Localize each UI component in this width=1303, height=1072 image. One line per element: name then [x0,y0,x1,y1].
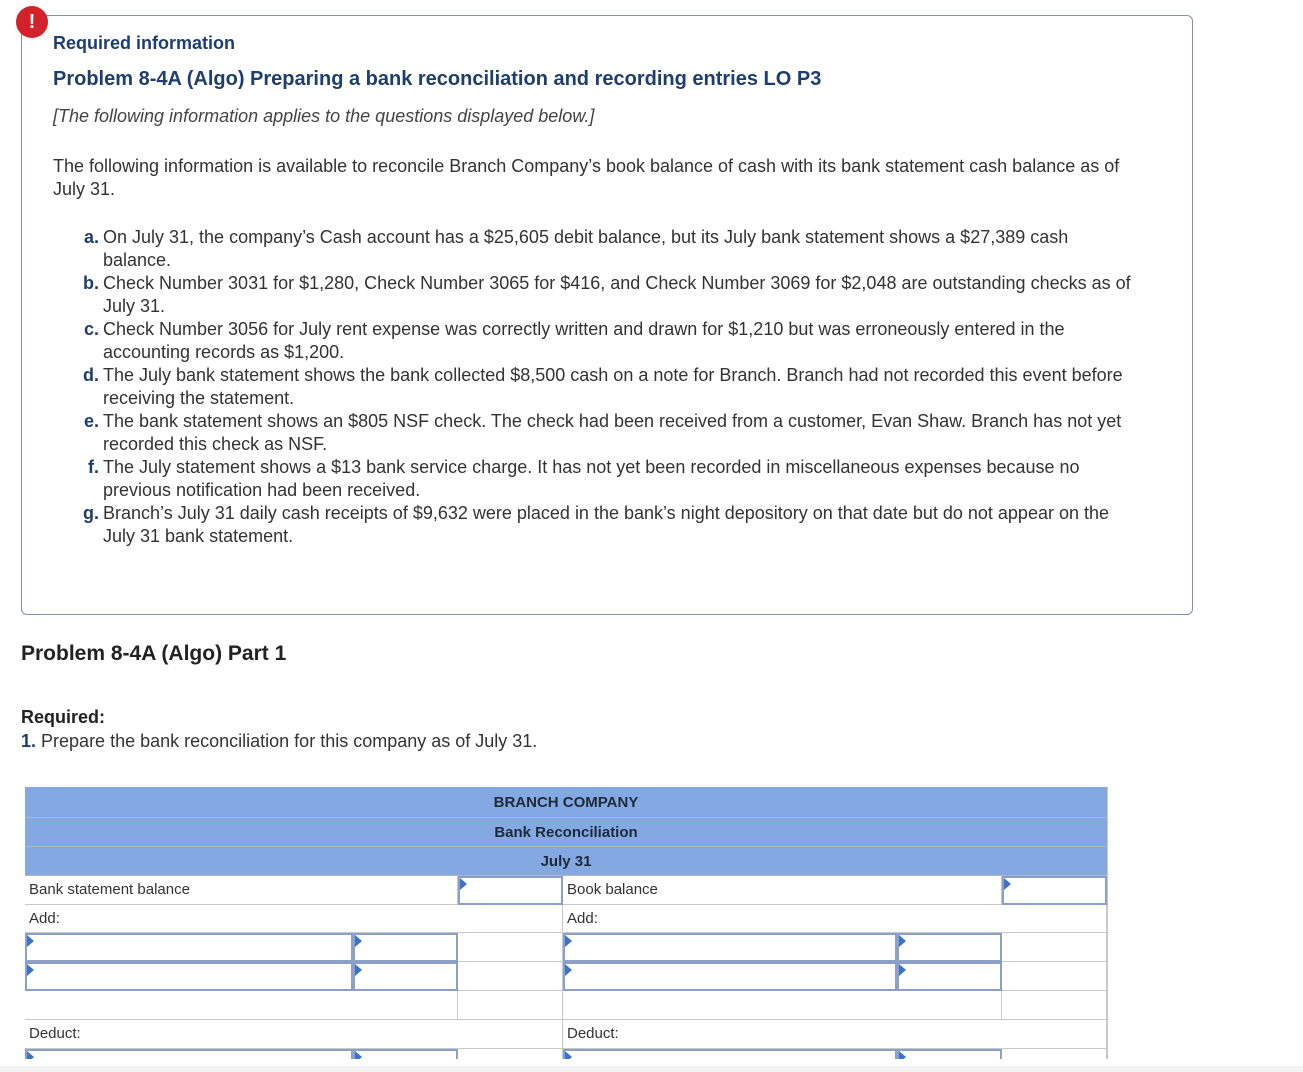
item-text: Check Number 3031 for $1,280, Check Number 3065 for $416, and Check Number 3069 for $2,048 are outstanding checks as of July 31. [103,273,1131,316]
book-deduct-label: Deduct: [563,1020,1107,1049]
statement-name-header: Bank Reconciliation [25,818,1107,847]
required-instruction [21,731,537,752]
bank-statement-balance-input[interactable] [458,876,563,905]
book-total-cell [1002,1049,1107,1059]
list-item [80,226,1140,272]
company-name-header: BRANCH COMPANY [25,787,1107,818]
item-text: Branch’s July 31 daily cash receipts of $9,632 were placed in the bank’s night depository on that date but do not appear on the July 31 bank statement. [103,503,1110,546]
date-header: July 31 [25,847,1107,876]
book-total-cell [1002,962,1107,991]
item-letter: g. [83,503,99,523]
book-balance-label: Book balance [563,876,1002,905]
bank-total-cell [458,1049,563,1059]
bank-deduct-description-input[interactable] [25,1049,353,1059]
bank-statement-balance-label: Bank statement balance [25,876,458,905]
book-deduct-description-input[interactable] [563,1049,897,1059]
item-letter: d. [83,365,99,385]
required-information-heading: Required information [53,33,236,53]
item-text: The bank statement shows an $805 NSF check. The check had been received from a customer, Evan Shaw. Branch has not yet recorded this check as NSF. [103,411,1122,454]
list-item [80,318,1140,364]
bank-total-cell [458,933,563,962]
book-deduct-amount-input[interactable] [897,1049,1002,1059]
bank-add-amount-input[interactable] [353,933,458,962]
alert-icon: ! [16,6,48,38]
bank-total-cell [458,962,563,991]
list-item [80,272,1140,318]
item-letter: e. [83,411,99,431]
bank-add-description-input[interactable] [25,933,353,962]
book-total-cell [1002,933,1107,962]
bank-reconciliation-table [25,787,1108,1059]
item-text: On July 31, the company’s Cash account has a $25,605 debit balance, but its July bank statement shows a $27,389 cash balance. [103,227,1069,270]
book-add-label: Add: [563,905,1107,933]
item-text: The July bank statement shows the bank collected $8,500 cash on a note for Branch. Branch had not recorded this event before receiving the statement. [103,365,1123,408]
bank-add-description-input[interactable] [25,962,353,991]
bank-deduct-amount-input[interactable] [353,1049,458,1059]
problem-title: Problem 8-4A (Algo) Preparing a bank reconciliation and recording entries LO P3 [53,68,822,90]
bank-subtotal-cell [458,991,563,1020]
item-letter: b. [83,273,99,293]
applies-note: [The following information applies to the questions displayed below.] [53,106,595,126]
page-bottom-edge [0,1066,1303,1072]
bank-subtotal-label-cell [25,991,458,1020]
book-balance-input[interactable] [1002,876,1107,905]
item-letter: c. [83,319,99,339]
book-add-amount-input[interactable] [897,933,1002,962]
book-subtotal-cell [1002,991,1107,1020]
required-label: Required: [21,707,106,727]
required-number: 1. [21,731,37,751]
item-text: Check Number 3056 for July rent expense was correctly written and drawn for $1,210 but was erroneously entered in the accounting records as $1,200. [103,319,1065,362]
item-text: The July statement shows a $13 bank service charge. It has not yet been recorded in miscellaneous expenses because no previous notification had been received. [103,457,1080,500]
bank-add-amount-input[interactable] [353,962,458,991]
item-letter: a. [83,227,99,247]
item-letter: f. [88,457,99,477]
bank-add-label: Add: [25,905,563,933]
book-add-amount-input[interactable] [897,962,1002,991]
intro-paragraph: The following information is available to reconcile Branch Company’s book balance of cash with its bank statement cash balance as of July 31. [53,156,1120,199]
bank-deduct-label: Deduct: [25,1020,563,1049]
book-subtotal-label-cell [563,991,1002,1020]
required-instruction-text: Prepare the bank reconciliation for this company as of July 31. [41,731,538,751]
book-add-description-input[interactable] [563,933,897,962]
list-item [80,456,1140,502]
list-item [80,410,1140,456]
part-title: Problem 8-4A (Algo) Part 1 [21,642,287,665]
list-item [80,502,1140,548]
information-list [80,226,1140,548]
list-item [80,364,1140,410]
book-add-description-input[interactable] [563,962,897,991]
